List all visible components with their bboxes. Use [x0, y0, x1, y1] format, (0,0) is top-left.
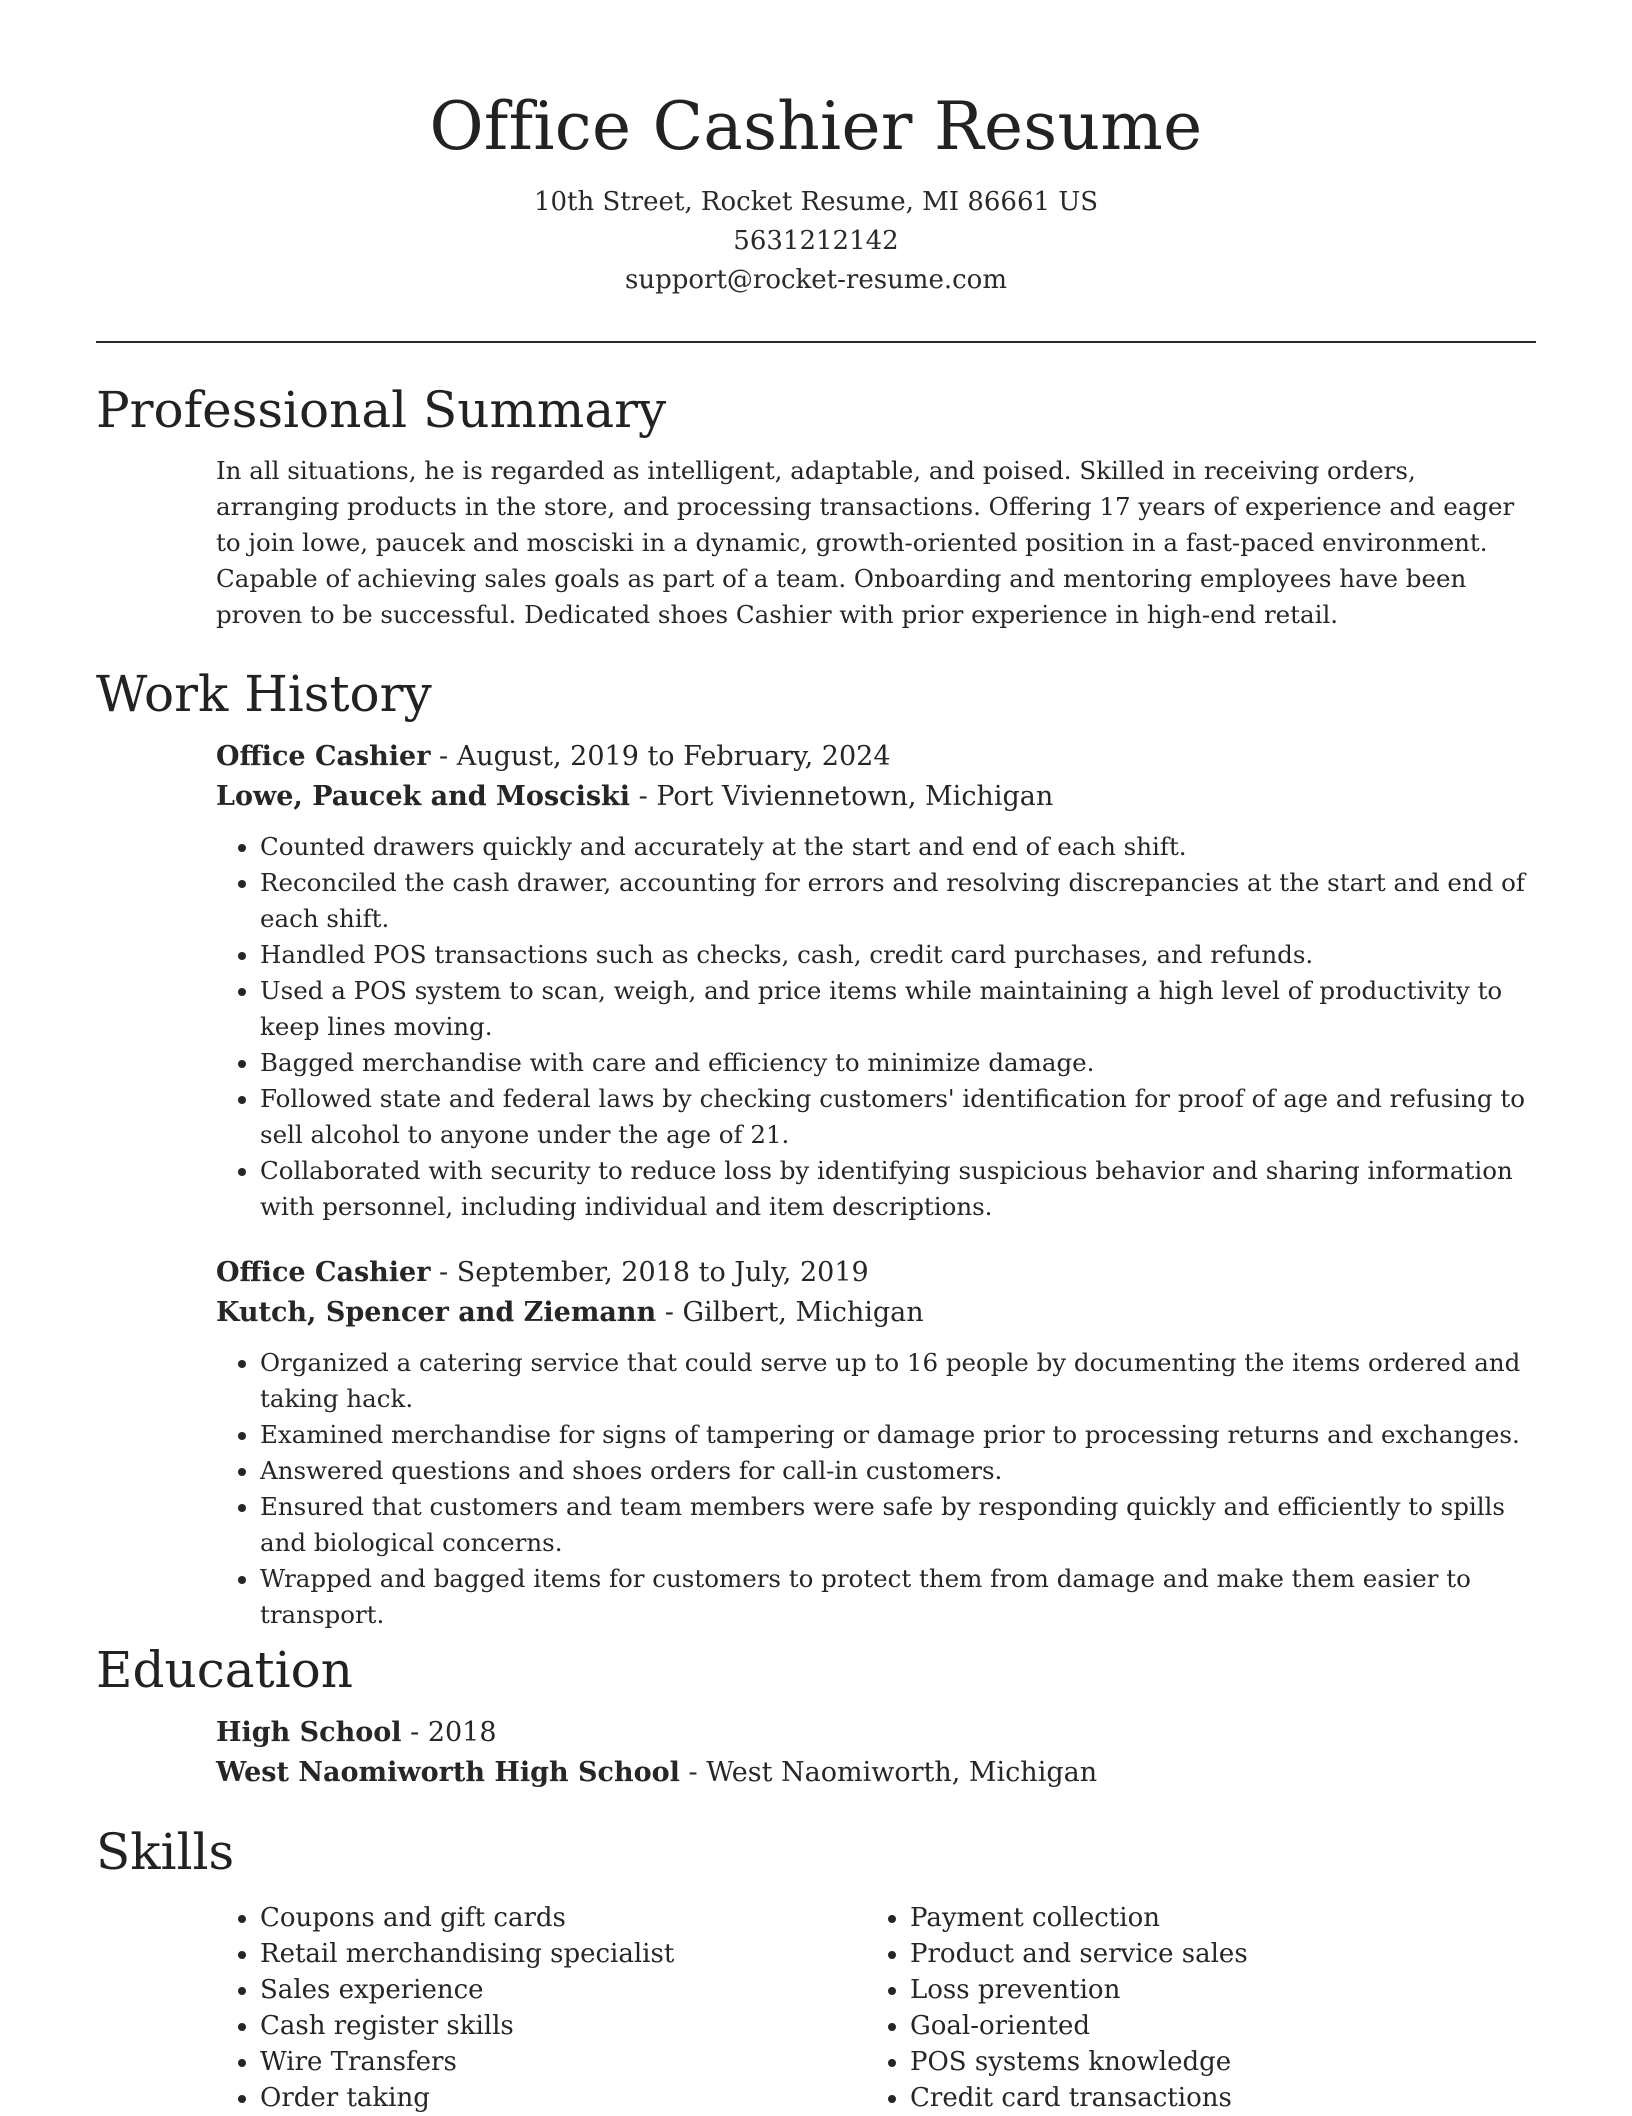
job-employer-line	[216, 777, 1536, 817]
skills-column-right	[866, 1900, 1516, 2116]
job-bullet: • Handled POS transactions such as checks, cash, credit card purchases, and refunds.	[260, 937, 1536, 973]
job-location: Gilbert, Michigan	[682, 1297, 924, 1328]
job-entry	[216, 1253, 1536, 1633]
skill-item: • Sales experience	[260, 1972, 866, 2008]
work-history-body	[216, 737, 1536, 1633]
job-bullets	[216, 1345, 1536, 1633]
summary-text: In all situations, he is regarded as intelligent, adaptable, and poised. Skilled in receiving orders, arranging products in the store, and processing transactions. Offering 17 years of experience and eager to join lowe, paucek and mosciski in a dynamic, growth-oriented position in a fast-paced environment. Capable of achieving sales goals as part of a team. Onboarding and mentoring employees have been proven to be successful. Dedicated shoes Cashier with prior experience in high-end retail.	[216, 456, 1515, 629]
skill-item: • Order taking	[260, 2080, 866, 2116]
resume-title: Office Cashier Resume	[429, 88, 1203, 165]
skill-item: • Loss prevention	[910, 1972, 1516, 2008]
job-bullet: • Organized a catering service that could serve up to 16 people by documenting the items ordered and taking hack.	[260, 1345, 1536, 1417]
skills-list-right	[866, 1900, 1516, 2116]
separator: -	[656, 1297, 683, 1328]
education-body	[216, 1713, 1536, 1793]
education-location: West Naomiworth, Michigan	[706, 1757, 1098, 1788]
job-bullet: • Reconciled the cash drawer, accounting for errors and resolving discrepancies at the start and end of each shift.	[260, 865, 1536, 937]
contact-email: support@rocket-resume.com	[624, 265, 1007, 295]
skills-list-left	[216, 1900, 866, 2116]
job-bullet: • Bagged merchandise with care and efficiency to minimize damage.	[260, 1045, 1536, 1081]
education-year: 2018	[427, 1717, 497, 1748]
separator: -	[430, 1257, 457, 1288]
education-degree: High School	[216, 1717, 402, 1748]
contact-info	[0, 183, 1632, 300]
skill-item: • Coupons and gift cards	[260, 1900, 866, 1936]
job-employer-line	[216, 1293, 1536, 1333]
separator: -	[430, 741, 457, 772]
section-title-skills: Skills	[96, 1823, 235, 1881]
job-bullet: • Examined merchandise for signs of tampering or damage prior to processing returns and exchanges.	[260, 1417, 1536, 1453]
education-school: West Naomiworth High School	[216, 1757, 680, 1788]
job-bullet: • Counted drawers quickly and accurately at the start and end of each shift.	[260, 829, 1536, 865]
job-bullet: • Followed state and federal laws by checking customers' identification for proof of age and refusing to sell alcohol to anyone under the age of 21.	[260, 1081, 1536, 1153]
job-role: Office Cashier	[216, 1257, 431, 1288]
separator: -	[401, 1717, 428, 1748]
section-title-education: Education	[96, 1641, 353, 1699]
contact-phone: 5631212142	[733, 226, 899, 256]
education-section	[96, 1640, 1536, 1793]
job-location: Port Viviennetown, Michigan	[656, 781, 1054, 812]
job-employer: Kutch, Spencer and Ziemann	[216, 1297, 657, 1328]
skill-item: • Payment collection	[910, 1900, 1516, 1936]
skill-item: • Goal-oriented	[910, 2008, 1516, 2044]
education-school-line	[216, 1753, 1536, 1793]
header-divider	[96, 341, 1536, 343]
skill-item: • Wire Transfers	[260, 2044, 866, 2080]
job-dates: August, 2019 to February, 2024	[456, 741, 891, 772]
job-bullets	[216, 829, 1536, 1225]
job-entry	[216, 737, 1536, 1225]
contact-address: 10th Street, Rocket Resume, MI 86661 US	[533, 187, 1099, 217]
skill-item: • Product and service sales	[910, 1936, 1516, 1972]
resume-header	[0, 0, 1632, 300]
work-history-section	[96, 664, 1536, 1633]
job-bullet: • Ensured that customers and team members were safe by responding quickly and efficiently to spills and biological concerns.	[260, 1489, 1536, 1561]
job-employer: Lowe, Paucek and Mosciski	[216, 781, 631, 812]
skill-item: • Cash register skills	[260, 2008, 866, 2044]
job-bullet: • Wrapped and bagged items for customers to protect them from damage and make them easier to transport.	[260, 1561, 1536, 1633]
skill-item: • Credit card transactions	[910, 2080, 1516, 2116]
job-bullet: • Collaborated with security to reduce loss by identifying suspicious behavior and sharing information with personnel, including individual and item descriptions.	[260, 1153, 1536, 1225]
skills-body	[216, 1900, 1536, 2116]
skill-item: • POS systems knowledge	[910, 2044, 1516, 2080]
job-dates: September, 2018 to July, 2019	[456, 1257, 869, 1288]
skills-section	[96, 1822, 1536, 2116]
summary-body	[216, 453, 1536, 633]
job-title-line	[216, 1253, 1536, 1293]
skill-item: • Retail merchandising specialist	[260, 1936, 866, 1972]
job-bullet: • Answered questions and shoes orders for call-in customers.	[260, 1453, 1536, 1489]
education-degree-line	[216, 1713, 1536, 1753]
skills-column-left	[216, 1900, 866, 2116]
job-title-line	[216, 737, 1536, 777]
section-title-work-history: Work History	[96, 665, 432, 723]
summary-section	[96, 380, 1536, 633]
separator: -	[630, 781, 657, 812]
job-bullet: • Used a POS system to scan, weigh, and price items while maintaining a high level of productivity to keep lines moving.	[260, 973, 1536, 1045]
separator: -	[679, 1757, 707, 1788]
skills-grid	[216, 1900, 1536, 2116]
job-role: Office Cashier	[216, 741, 431, 772]
section-title-summary: Professional Summary	[96, 381, 667, 439]
